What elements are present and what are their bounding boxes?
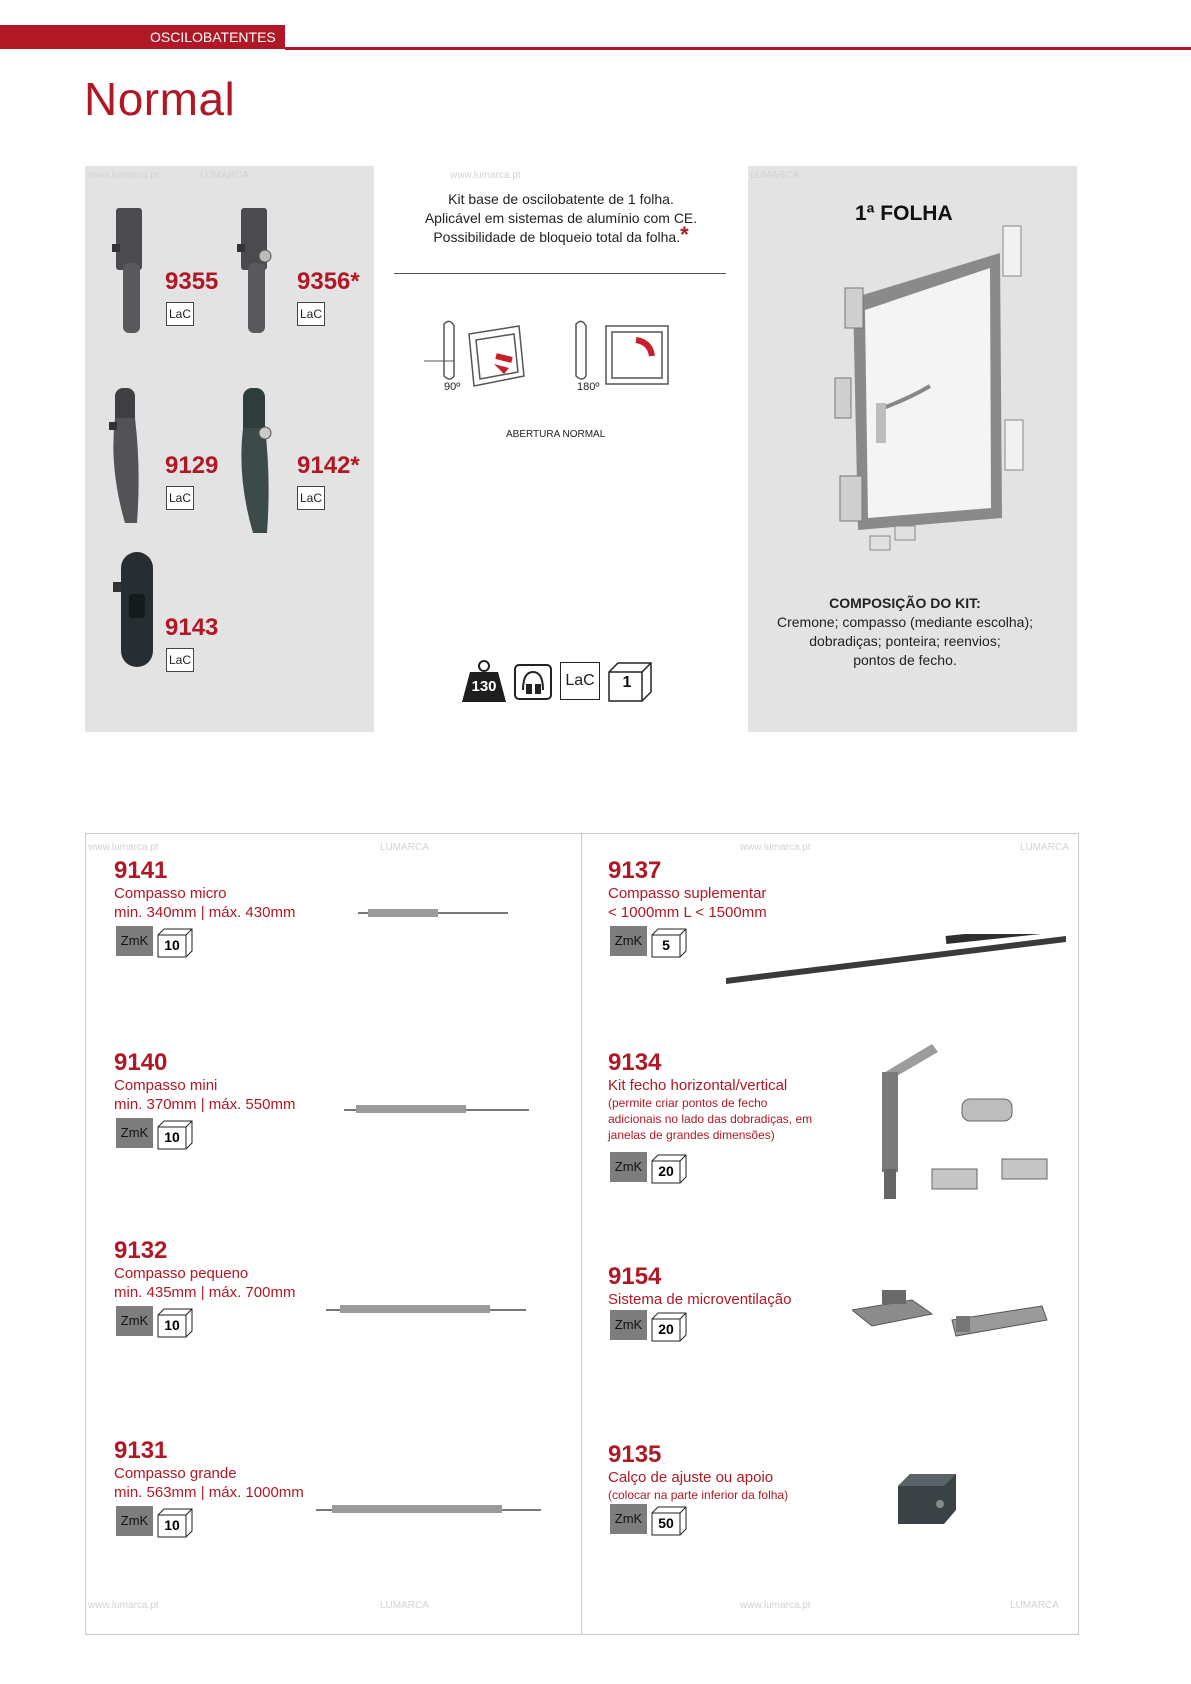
product-code: 9141 [114, 857, 168, 884]
product-dimensions: min. 340mm | máx. 430mm [114, 904, 296, 921]
product-dimensions: min. 435mm | máx. 700mm [114, 1284, 296, 1301]
handle-9143-image [113, 552, 163, 672]
watermark-brand: LUMARCA [380, 842, 429, 853]
product-name: Compasso mini [114, 1077, 218, 1094]
product-dimensions: min. 563mm | máx. 1000mm [114, 1484, 304, 1501]
product-code: 9154 [608, 1263, 662, 1290]
composition-line-3: pontos de fecho. [853, 652, 957, 668]
watermark-url: www.lumarca.pt [88, 842, 159, 853]
reversible-icon [514, 664, 552, 700]
header-rule [285, 47, 1191, 50]
watermark-url: www.lumarca.pt [88, 170, 159, 181]
handle-code: 9355 [165, 268, 219, 295]
weight-value: 130 [471, 678, 497, 695]
page-title: Normal [84, 73, 236, 125]
product-9137 [608, 858, 767, 922]
product-9135 [608, 1442, 788, 1503]
handle-9129-image [107, 388, 157, 528]
column-divider [581, 834, 582, 1634]
handle-9356-image [237, 208, 287, 338]
handle-9142-image [235, 388, 291, 538]
finish-badge: LaC [166, 648, 194, 672]
handle-code: 9356* [297, 268, 360, 295]
compasso-suplementar-image [726, 934, 1066, 984]
watermark-brand: LUMARCA [750, 170, 799, 181]
pack-qty: 50 [658, 1515, 674, 1531]
finish-badge: LaC [297, 302, 325, 326]
product-name: Compasso micro [114, 885, 227, 902]
pack-qty: 10 [164, 1517, 180, 1533]
product-9141 [114, 858, 295, 922]
product-catalog [85, 833, 1079, 1635]
product-note-1: (permite criar pontos de fecho [608, 1096, 768, 1110]
product-name: Sistema de microventilação [608, 1291, 792, 1308]
product-dimensions: min. 370mm | máx. 550mm [114, 1096, 296, 1113]
opening-label: ABERTURA NORMAL [506, 429, 606, 440]
kit-line-3: Possibilidade de bloqueio total da folha. [433, 229, 681, 245]
product-9154 [608, 1264, 791, 1309]
section-tab [0, 25, 285, 49]
product-note-2: adicionais no lado das dobradiças, em [608, 1112, 813, 1126]
composition-title: COMPOSIÇÃO DO KIT: [829, 595, 981, 611]
kit-panel [85, 166, 1077, 732]
opening-diagram [424, 316, 714, 396]
window-leaf-image [750, 218, 1080, 598]
finish-badge: ZmK [610, 1152, 647, 1182]
handle-code: 9142* [297, 452, 360, 479]
watermark-url: www.lumarca.pt [740, 1600, 811, 1611]
divider [394, 273, 726, 274]
kit-fecho-image [872, 1044, 1062, 1204]
watermark-url: www.lumarca.pt [88, 1600, 159, 1611]
kit-composition [735, 594, 1075, 670]
product-code: 9132 [114, 1237, 168, 1264]
finish-badge: ZmK [610, 926, 647, 956]
compasso-grande-image [316, 1504, 541, 1516]
watermark-brand: LUMARCA [1020, 842, 1069, 853]
asterisk: * [680, 222, 689, 247]
quantity-value: 1 [622, 674, 632, 691]
finish-badge: ZmK [610, 1310, 647, 1340]
product-note-1: (colocar na parte inferior da folha) [608, 1488, 789, 1502]
finish-badge: ZmK [610, 1504, 647, 1534]
watermark-brand: LUMARCA [380, 1600, 429, 1611]
pack-qty: 10 [164, 1129, 180, 1145]
microventilacao-image [852, 1282, 1052, 1342]
finish-badge: ZmK [116, 1118, 153, 1148]
kit-line-2: Aplicável em sistemas de alumínio com CE. [424, 210, 698, 226]
pack-qty: 20 [658, 1163, 674, 1179]
finish-badge: ZmK [116, 1506, 153, 1536]
finish-badge: ZmK [116, 1306, 153, 1336]
handle-code: 9129 [165, 452, 219, 479]
finish-badge: LaC [297, 486, 325, 510]
watermark-url: www.lumarca.pt [450, 170, 521, 181]
product-code: 9131 [114, 1437, 168, 1464]
kit-finish-badge: LaC [560, 662, 600, 700]
product-name: Compasso suplementar [608, 885, 767, 902]
product-9131 [114, 1438, 304, 1502]
leaf-title: 1ª FOLHA [855, 202, 953, 225]
product-name: Compasso pequeno [114, 1265, 249, 1282]
pack-qty: 20 [658, 1321, 674, 1337]
compasso-mini-image [344, 1104, 529, 1116]
product-code: 9140 [114, 1049, 168, 1076]
angle-90-label: 90º [444, 381, 461, 393]
product-code: 9137 [608, 857, 662, 884]
finish-badge: LaC [166, 486, 194, 510]
weight-icon [462, 660, 506, 702]
composition-line-2: dobradiças; ponteira; reenvios; [809, 633, 1001, 649]
finish-badge: LaC [166, 302, 194, 326]
product-name: Calço de ajuste ou apoio [608, 1469, 774, 1486]
section-header [0, 25, 1191, 52]
product-note-3: janelas de grandes dimensões) [608, 1128, 775, 1142]
kit-description [374, 190, 748, 247]
product-name: Kit fecho horizontal/vertical [608, 1077, 788, 1094]
watermark-brand: LUMARCA [200, 170, 249, 181]
angle-180-label: 180º [577, 381, 600, 393]
product-9134 [608, 1050, 812, 1143]
product-dimensions: < 1000mm L < 1500mm [608, 904, 767, 921]
compasso-pequeno-image [326, 1304, 526, 1316]
compasso-micro-image [358, 908, 508, 920]
finish-badge: ZmK [116, 926, 153, 956]
watermark-url: www.lumarca.pt [740, 842, 811, 853]
section-label: OSCILOBATENTES [150, 29, 276, 45]
product-code: 9135 [608, 1441, 662, 1468]
product-9132 [114, 1238, 295, 1302]
product-code: 9134 [608, 1049, 662, 1076]
calco-image [892, 1470, 962, 1530]
pack-qty: 10 [164, 937, 180, 953]
pack-qty: 10 [164, 1317, 180, 1333]
watermark-brand: LUMARCA [1010, 1600, 1059, 1611]
kit-description-panel [374, 166, 748, 732]
composition-line-1: Cremone; compasso (mediante escolha); [776, 614, 1033, 630]
quantity-box [608, 662, 652, 702]
handle-9355-image [112, 208, 156, 338]
product-9140 [114, 1050, 295, 1114]
pack-qty: 5 [662, 937, 670, 953]
handle-code: 9143 [165, 614, 219, 641]
product-name: Compasso grande [114, 1465, 237, 1482]
kit-line-1: Kit base de oscilobatente de 1 folha. [448, 191, 674, 207]
